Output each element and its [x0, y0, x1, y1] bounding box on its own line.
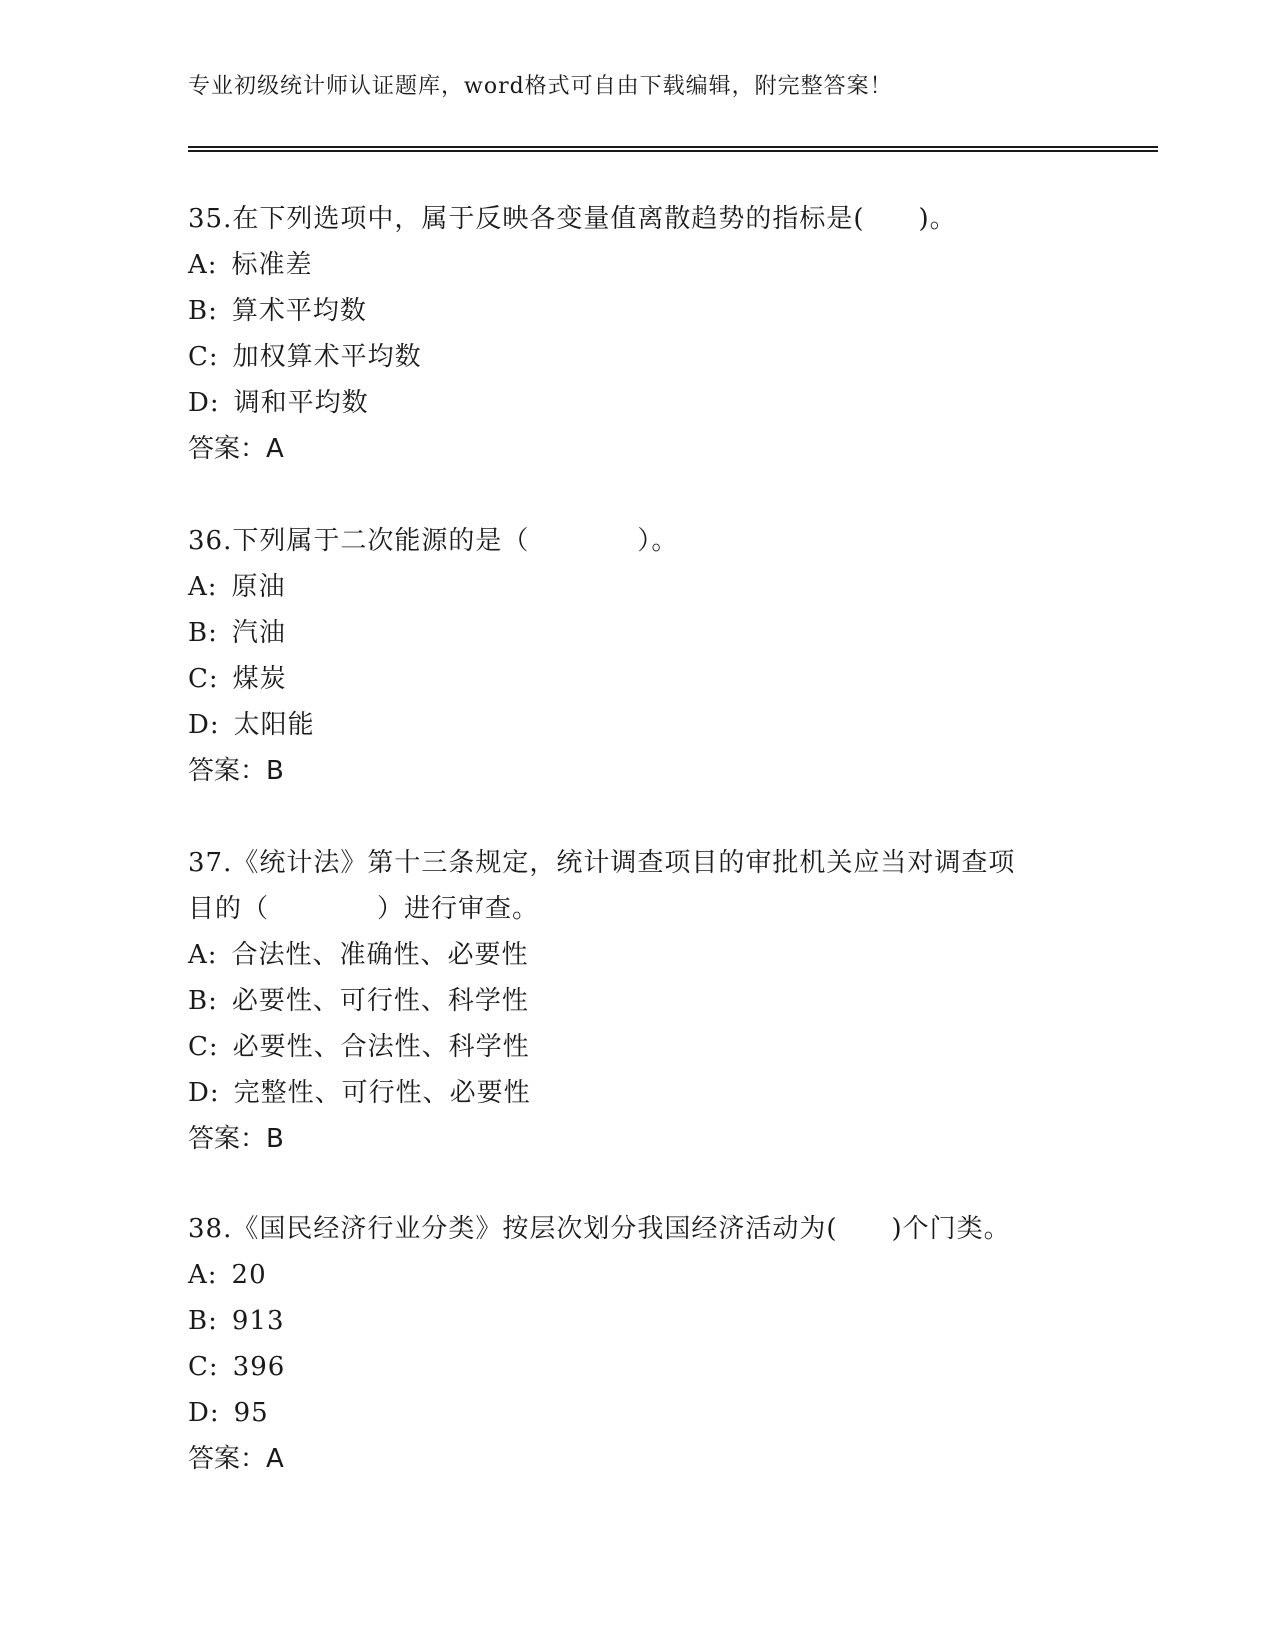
option-b	[188, 1298, 1088, 1344]
answer-line: 答案：A	[188, 1444, 284, 1474]
header-double-rule	[188, 146, 1158, 152]
question-stem-line-1: 37.《统计法》第十三条规定，统计调查项目的审批机关应当对调查项	[188, 848, 1016, 878]
option-b	[188, 610, 1088, 656]
option-text: 95	[233, 1398, 269, 1428]
option-text: 必要性、合法性、科学性	[232, 1032, 530, 1062]
option-text: 加权算术平均数	[232, 342, 422, 372]
option-a	[188, 932, 1088, 978]
option-text: 标准差	[231, 250, 313, 280]
option-c	[188, 334, 1088, 380]
option-text: 913	[231, 1306, 285, 1336]
option-c	[188, 1344, 1088, 1390]
option-letter: C:	[188, 664, 219, 694]
option-d	[188, 1390, 1088, 1436]
option-d	[188, 380, 1088, 426]
option-c	[188, 656, 1088, 702]
option-letter: D:	[188, 1078, 220, 1108]
option-d	[188, 702, 1088, 748]
option-letter: A:	[188, 250, 218, 280]
question-36	[188, 518, 1088, 794]
option-text: 煤炭	[232, 664, 287, 694]
answer-line: 答案：A	[188, 434, 284, 464]
option-a	[188, 1252, 1088, 1298]
option-letter: A:	[188, 940, 218, 970]
option-text: 太阳能	[233, 710, 315, 740]
option-a	[188, 564, 1088, 610]
option-letter: C:	[188, 342, 219, 372]
option-letter: A:	[188, 1260, 218, 1290]
question-stem: 35.在下列选项中，属于反映各变量值离散趋势的指标是( )。	[188, 204, 957, 234]
answer-line: 答案：B	[188, 756, 284, 786]
option-d	[188, 1070, 1088, 1116]
option-text: 合法性、准确性、必要性	[231, 940, 529, 970]
option-text: 完整性、可行性、必要性	[233, 1078, 531, 1108]
question-stem-line-2: 目的（ ）进行审查。	[188, 894, 540, 924]
option-text: 必要性、可行性、科学性	[231, 986, 529, 1016]
option-letter: D:	[188, 710, 220, 740]
option-letter: B:	[188, 618, 218, 648]
option-letter: D:	[188, 1398, 220, 1428]
option-c	[188, 1024, 1088, 1070]
question-37	[188, 840, 1088, 1162]
question-38	[188, 1206, 1088, 1482]
option-b	[188, 288, 1088, 334]
option-text: 396	[232, 1352, 286, 1382]
option-text: 算术平均数	[231, 296, 367, 326]
option-text: 原油	[231, 572, 286, 602]
header-text: 专业初级统计师认证题库，word格式可自由下载编辑，附完整答案！	[188, 74, 893, 99]
option-letter: B:	[188, 1306, 218, 1336]
answer-line: 答案：B	[188, 1124, 284, 1154]
option-text: 汽油	[231, 618, 286, 648]
option-letter: C:	[188, 1352, 219, 1382]
question-stem: 36.下列属于二次能源的是（ ）。	[188, 526, 679, 556]
question-35	[188, 196, 1088, 472]
option-letter: B:	[188, 986, 218, 1016]
option-b	[188, 978, 1088, 1024]
option-letter: A:	[188, 572, 218, 602]
option-a	[188, 242, 1088, 288]
option-letter: D:	[188, 388, 220, 418]
option-text: 20	[231, 1260, 267, 1290]
option-text: 调和平均数	[233, 388, 369, 418]
option-letter: C:	[188, 1032, 219, 1062]
question-stem: 38.《国民经济行业分类》按层次划分我国经济活动为( )个门类。	[188, 1214, 1011, 1244]
option-letter: B:	[188, 296, 218, 326]
